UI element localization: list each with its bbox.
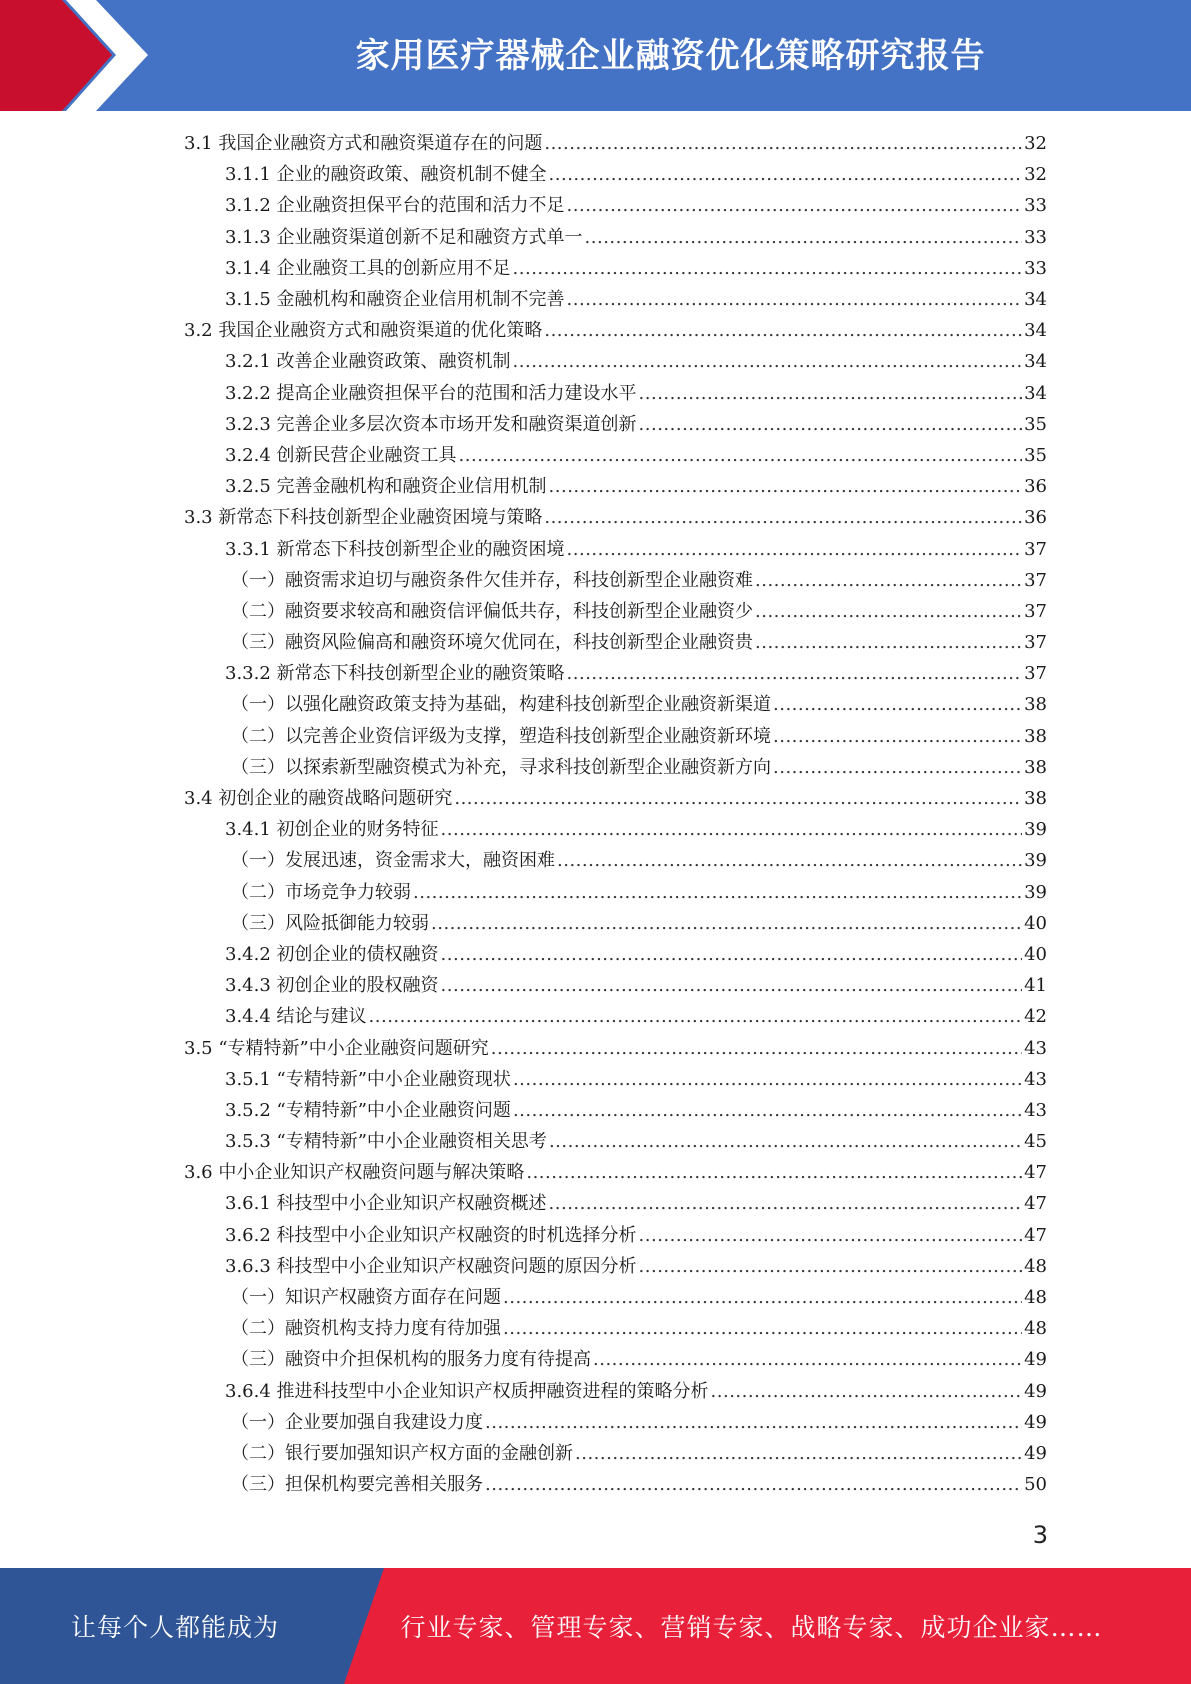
page-number: 3 [1032,1521,1048,1549]
toc-entry[interactable] [225,1188,1047,1219]
toc-entry[interactable] [231,1313,1047,1344]
toc-entry-page: 48 [1024,1318,1047,1340]
toc-entry[interactable] [225,159,1047,190]
toc-dot-leader [567,658,1023,689]
toc-entry-page: 49 [1024,1442,1047,1464]
toc-entry-page: 49 [1024,1349,1047,1371]
toc-entry-page: 39 [1024,850,1047,872]
toc-entry[interactable] [231,689,1047,720]
toc-dot-leader [513,1095,1022,1126]
toc-entry-title: 3.2.3 完善企业多层次资本市场开发和融资渠道创新 [225,413,637,435]
toc-entry[interactable] [231,721,1047,752]
toc-entry[interactable] [225,1220,1047,1251]
toc-entry-page: 37 [1024,600,1047,622]
toc-entry[interactable] [231,877,1047,908]
toc-entry-page: 47 [1024,1224,1047,1246]
toc-entry[interactable] [231,1282,1047,1313]
toc-dot-leader [441,814,1023,845]
toc-entry-page: 49 [1024,1411,1047,1433]
toc-entry[interactable] [225,378,1047,409]
toc-dot-leader [513,1064,1022,1095]
toc-dot-leader [585,222,1023,253]
toc-entry[interactable] [184,1157,1047,1188]
toc-entry[interactable] [184,128,1047,159]
toc-dot-leader [503,1282,1022,1313]
toc-entry-title: 3.2.2 提高企业融资担保平台的范围和活力建设水平 [225,382,637,404]
toc-entry-page: 48 [1024,1255,1047,1277]
toc-dot-leader [459,440,1023,471]
toc-entry-page: 32 [1024,133,1047,155]
toc-entry[interactable] [225,1376,1047,1407]
toc-entry-page: 38 [1024,694,1047,716]
toc-entry-title: 3.5.1 “专精特新”中小企业融资现状 [225,1068,511,1090]
toc-entry-page: 37 [1024,538,1047,560]
toc-entry[interactable] [225,222,1047,253]
toc-entry-title: 3.4.2 初创企业的债权融资 [225,943,439,965]
toc-entry[interactable] [225,1251,1047,1282]
toc-dot-leader [369,1001,1023,1032]
toc-dot-leader [773,689,1022,720]
toc-entry-page: 33 [1024,257,1047,279]
toc-entry-page: 35 [1024,413,1047,435]
toc-dot-leader [413,877,1022,908]
toc-entry-title: 3.4.4 结论与建议 [225,1006,367,1028]
toc-entry-title: 3.1 我国企业融资方式和融资渠道存在的问题 [184,133,543,155]
toc-dot-leader [711,1376,1023,1407]
toc-entry-title: （三）融资风险偏高和融资环境欠优同在，科技创新型企业融资贵 [231,632,753,654]
toc-entry-title: （一）以强化融资政策支持为基础，构建科技创新型企业融资新渠道 [231,694,771,716]
toc-dot-leader [567,190,1023,221]
toc-dot-leader [575,1438,1022,1469]
toc-entry-title: （二）市场竞争力较弱 [231,881,411,903]
toc-dot-leader [544,315,1022,346]
toc-entry-page: 45 [1024,1131,1047,1153]
toc-entry-title: 3.3.2 新常态下科技创新型企业的融资策略 [225,663,565,685]
page-footer [0,1568,1191,1684]
toc-entry-title: 3.1.3 企业融资渠道创新不足和融资方式单一 [225,226,583,248]
toc-entry-title: （一）发展迅速，资金需求大，融资困难 [231,850,555,872]
toc-entry[interactable] [231,845,1047,876]
toc-dot-leader [549,159,1023,190]
toc-dot-leader [549,471,1023,502]
toc-entry-page: 47 [1024,1193,1047,1215]
toc-dot-leader [639,409,1023,440]
toc-entry-title: 3.4 初创企业的融资战略问题研究 [184,788,453,810]
toc-entry[interactable] [231,565,1047,596]
toc-entry-title: 3.2.1 改善企业融资政策、融资机制 [225,351,511,373]
toc-entry-page: 34 [1024,382,1047,404]
toc-entry-page: 43 [1024,1099,1047,1121]
toc-entry-title: 3.5.2 “专精特新”中小企业融资问题 [225,1099,511,1121]
toc-dot-leader [513,253,1023,284]
toc-entry-title: （一）知识产权融资方面存在问题 [231,1287,501,1309]
toc-dot-leader [639,1251,1023,1282]
toc-entry-page: 42 [1024,1006,1047,1028]
toc-entry-page: 50 [1024,1474,1047,1496]
toc-entry-title: 3.3 新常态下科技创新型企业融资困境与策略 [184,507,543,529]
toc-dot-leader [485,1469,1022,1500]
toc-entry-page: 36 [1024,476,1047,498]
toc-entry-title: 3.2.4 创新民营企业融资工具 [225,444,457,466]
toc-entry[interactable] [225,1126,1047,1157]
arrow-chevron-icon [0,0,160,111]
toc-entry-page: 32 [1024,164,1047,186]
toc-entry-title: 3.1.4 企业融资工具的创新应用不足 [225,257,511,279]
toc-entry[interactable] [231,596,1047,627]
toc-entry-title: 3.6.3 科技型中小企业知识产权融资问题的原因分析 [225,1255,637,1277]
toc-entry[interactable] [225,471,1047,502]
toc-entry-title: （二）银行要加强知识产权方面的金融创新 [231,1442,573,1464]
toc-entry[interactable] [225,190,1047,221]
toc-entry-title: 3.4.1 初创企业的财务特征 [225,819,439,841]
toc-entry-title: 3.6.2 科技型中小企业知识产权融资的时机选择分析 [225,1224,637,1246]
page-header [0,0,1191,111]
toc-entry[interactable] [225,1095,1047,1126]
toc-entry-page: 41 [1024,975,1047,997]
toc-entry-title: （三）以探索新型融资模式为补充，寻求科技创新型企业融资新方向 [231,756,771,778]
toc-entry[interactable] [184,315,1047,346]
toc-entry-page: 38 [1024,756,1047,778]
toc-entry[interactable] [225,253,1047,284]
toc-entry-title: （一）融资需求迫切与融资条件欠佳并存，科技创新型企业融资难 [231,569,753,591]
footer-slogan-lead: 让每个人都能成为 [70,1613,279,1642]
toc-entry-page: 48 [1024,1287,1047,1309]
toc-entry[interactable] [225,533,1047,564]
toc-entry-title: （二）以完善企业资信评级为支撑，塑造科技创新型企业融资新环境 [231,725,771,747]
toc-dot-leader [485,1407,1022,1438]
toc-dot-leader [755,596,1022,627]
toc-entry[interactable] [225,939,1047,970]
toc-entry-title: 3.1.1 企业的融资政策、融资机制不健全 [225,164,547,186]
toc-entry-page: 43 [1024,1068,1047,1090]
toc-dot-leader [755,627,1022,658]
toc-entry[interactable] [231,1438,1047,1469]
toc-entry[interactable] [231,1407,1047,1438]
toc-entry-page: 38 [1024,788,1047,810]
table-of-contents [0,128,1191,1500]
toc-entry[interactable] [225,970,1047,1001]
toc-entry[interactable] [225,1001,1047,1032]
toc-entry-title: （三）融资中介担保机构的服务力度有待提高 [231,1349,591,1371]
toc-entry[interactable] [225,440,1047,471]
toc-entry-title: 3.3.1 新常态下科技创新型企业的融资困境 [225,538,565,560]
toc-entry[interactable] [231,1469,1047,1500]
toc-dot-leader [503,1313,1022,1344]
toc-entry-page: 49 [1024,1380,1047,1402]
toc-entry-page: 33 [1024,226,1047,248]
toc-dot-leader [773,752,1022,783]
toc-entry-page: 40 [1024,943,1047,965]
toc-dot-leader [513,346,1023,377]
toc-entry-title: 3.1.5 金融机构和融资企业信用机制不完善 [225,289,565,311]
toc-entry[interactable] [231,908,1047,939]
toc-entry-page: 43 [1024,1037,1047,1059]
toc-dot-leader [441,970,1023,1001]
toc-entry-title: （一）企业要加强自我建设力度 [231,1411,483,1433]
toc-dot-leader [431,908,1022,939]
toc-entry[interactable] [231,627,1047,658]
toc-entry-page: 39 [1024,881,1047,903]
toc-entry-page: 39 [1024,819,1047,841]
toc-entry-page: 34 [1024,320,1047,342]
toc-dot-leader [454,783,1022,814]
toc-dot-leader [526,1157,1022,1188]
toc-dot-leader [773,721,1022,752]
toc-entry[interactable] [231,752,1047,783]
toc-entry-page: 33 [1024,195,1047,217]
toc-entry[interactable] [225,658,1047,689]
toc-entry-page: 47 [1024,1162,1047,1184]
toc-entry-title: 3.1.2 企业融资担保平台的范围和活力不足 [225,195,565,217]
toc-entry-title: （三）担保机构要完善相关服务 [231,1474,483,1496]
toc-entry-title: 3.5.3 “专精特新”中小企业融资相关思考 [225,1131,547,1153]
toc-dot-leader [491,1033,1022,1064]
toc-dot-leader [549,1126,1022,1157]
toc-entry-page: 40 [1024,912,1047,934]
toc-dot-leader [567,534,1023,565]
toc-dot-leader [544,128,1022,159]
toc-entry-page: 36 [1024,507,1047,529]
toc-dot-leader [567,284,1023,315]
toc-entry-title: 3.5 “专精特新”中小企业融资问题研究 [184,1037,489,1059]
toc-entry-title: 3.4.3 初创企业的股权融资 [225,975,439,997]
toc-entry[interactable] [225,346,1047,377]
toc-entry-page: 37 [1024,663,1047,685]
toc-entry[interactable] [225,409,1047,440]
toc-entry-page: 35 [1024,444,1047,466]
toc-entry-title: （三）风险抵御能力较弱 [231,912,429,934]
toc-entry-title: 3.2 我国企业融资方式和融资渠道的优化策略 [184,320,543,342]
toc-dot-leader [755,565,1022,596]
toc-entry-title: 3.6 中小企业知识产权融资问题与解决策略 [184,1162,525,1184]
toc-entry[interactable] [184,502,1047,533]
toc-entry-title: 3.2.5 完善金融机构和融资企业信用机制 [225,476,547,498]
footer-slogan-roles: 行业专家、管理专家、营销专家、战略专家、成功企业家…… [400,1613,1103,1642]
toc-entry-title: （二）融资机构支持力度有待加强 [231,1318,501,1340]
toc-dot-leader [544,502,1022,533]
toc-entry-page: 38 [1024,725,1047,747]
toc-dot-leader [639,1220,1023,1251]
toc-entry[interactable] [184,783,1047,814]
toc-dot-leader [549,1188,1023,1219]
toc-entry-page: 34 [1024,289,1047,311]
toc-entry[interactable] [225,814,1047,845]
toc-dot-leader [639,378,1023,409]
toc-entry-page: 37 [1024,569,1047,591]
toc-dot-leader [441,939,1023,970]
toc-entry[interactable] [225,1064,1047,1095]
toc-entry-page: 34 [1024,351,1047,373]
toc-entry[interactable] [225,284,1047,315]
toc-entry-page: 37 [1024,632,1047,654]
toc-entry-title: 3.6.4 推进科技型中小企业知识产权质押融资进程的策略分析 [225,1380,709,1402]
report-title: 家用医疗器械企业融资优化策略研究报告 [355,36,986,76]
toc-dot-leader [593,1344,1022,1375]
toc-entry-title: （二）融资要求较高和融资信评偏低共存，科技创新型企业融资少 [231,600,753,622]
toc-entry-title: 3.6.1 科技型中小企业知识产权融资概述 [225,1193,547,1215]
toc-entry[interactable] [231,1344,1047,1375]
toc-entry[interactable] [184,1032,1047,1063]
toc-dot-leader [557,845,1022,876]
